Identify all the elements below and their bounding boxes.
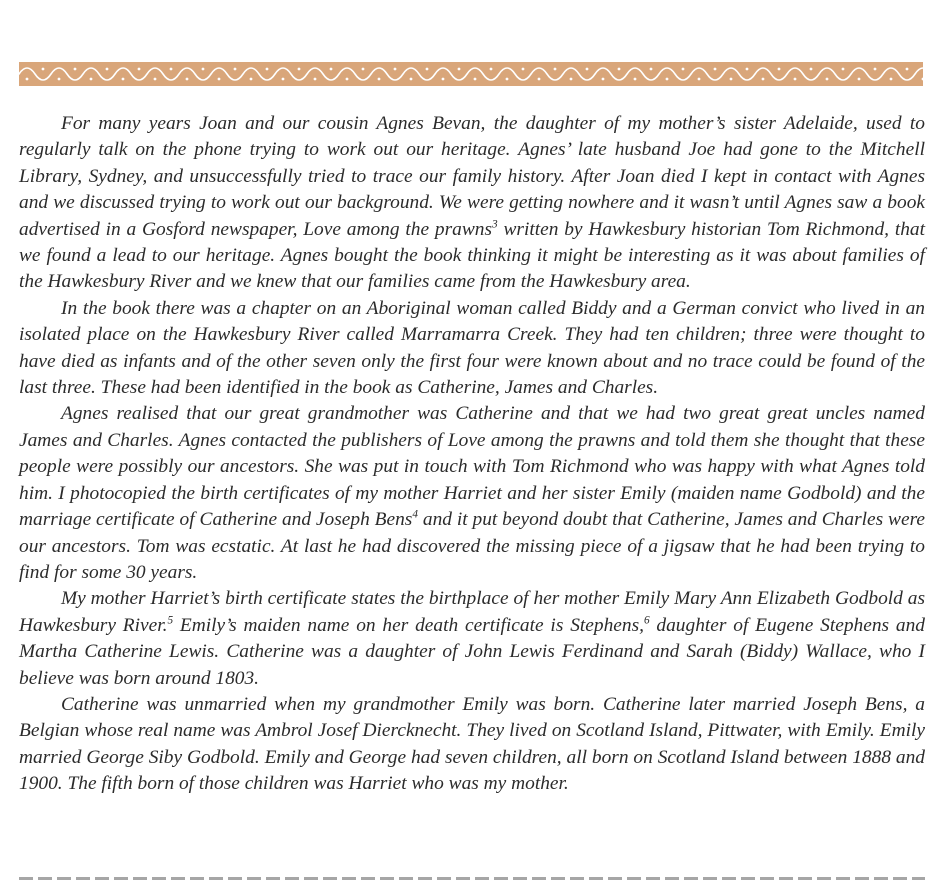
pattern-dot: [634, 78, 637, 81]
pattern-dot: [602, 78, 605, 81]
paragraph-3: Agnes realised that our great grandmother was Catherine and that we had two great great uncles named James and Charles. Agnes contacted the publishers of Love among the prawns and told them she thought that these people were possibly our ancestors. She was put in touch with Tom Richmond who was happy with what Agnes told him. I photocopied the birth certificates of my mother Harriet and her sister Emily (maiden name Godbold) and the marriage certificate of Catherine and Joseph Bens$^4$ and it put beyond doubt that Catherine, James and Charles were our ancestors. Tom was ecstatic. At last he had discovered the missing piece of a jigsaw that he had been trying to find for some 30 years.: [19, 403, 926, 583]
pattern-dot: [74, 68, 77, 71]
pattern-dot: [442, 78, 445, 81]
pattern-dot: [362, 68, 365, 71]
pattern-dot: [922, 78, 923, 81]
paragraph-5: Catherine was unmarried when my grandmother Emily was born. Catherine later married Joseph Bens, a Belgian whose real name was Ambrol Josef Diercknecht. They lived on Scotland Island, Pittwater, with Emily. Emily married George Siby Godbold. Emily and George had seven children, all born on Scotland Island between 1888 and 1900. The fifth born of those children was Harriet who was my mother.: [19, 693, 925, 795]
pattern-dot: [906, 68, 909, 71]
footnote-ref-6: 6: [643, 614, 650, 627]
pattern-dot: [842, 68, 845, 71]
pattern-dot: [458, 68, 461, 71]
pattern-dot: [314, 78, 317, 81]
pattern-dot: [746, 68, 749, 71]
footnote-ref-3: 3: [492, 218, 498, 231]
pattern-dot: [58, 78, 61, 81]
pattern-dot: [554, 68, 557, 71]
pattern-dot: [650, 68, 653, 71]
pattern-dot: [858, 78, 861, 81]
pattern-dot: [170, 68, 173, 71]
paragraph-2: In the book there was a chapter on an Aboriginal woman called Biddy and a German convict who lived in an isolated place on the Hawkesbury River called Marramarra Creek. They had ten children; three were thought to have died as infants and of the other seven only the first four were known about and no trace could be found of the last three. These had been identified in the book as Catherine, James and Charles.: [19, 297, 925, 399]
pattern-dot: [234, 68, 237, 71]
pattern-dot: [618, 68, 621, 71]
pattern-dot: [570, 78, 573, 81]
pattern-dot: [810, 68, 813, 71]
pattern-dot: [122, 78, 125, 81]
pattern-dot: [250, 78, 253, 81]
pattern-dot: [106, 68, 109, 71]
pattern-dot: [218, 78, 221, 81]
pattern-dot: [90, 78, 93, 81]
pattern-dot: [474, 78, 477, 81]
pattern-dot: [266, 68, 269, 71]
footnote-ref-4: 4: [412, 508, 418, 521]
pattern-dot: [890, 78, 893, 81]
paragraph-4: My mother Harriet’s birth certificate states the birthplace of her mother Emily Mary Ann Elizabeth Godbold as Hawkesbury River.$^5$ Emily’s maiden name on her death certificate is Stephens,$^6$ daughter of Eugene Stephens and Martha Catherine Lewis. Catherine was a daughter of John Lewis Ferdinand and Sarah (Biddy) Wallace, who I believe was born around 1803.: [19, 588, 925, 689]
pattern-dot: [426, 68, 429, 71]
pattern-dot: [138, 68, 141, 71]
pattern-dot: [26, 78, 29, 81]
pattern-dot: [682, 68, 685, 71]
pattern-dot: [730, 78, 733, 81]
body-text: [19, 111, 925, 798]
wave-pattern-icon: [19, 62, 923, 86]
decorative-header-band: [19, 62, 923, 86]
pattern-dot: [410, 78, 413, 81]
pattern-dot: [330, 68, 333, 71]
pattern-dot: [282, 78, 285, 81]
pattern-dot: [154, 78, 157, 81]
pattern-dot: [346, 78, 349, 81]
pattern-dot: [490, 68, 493, 71]
pattern-dot: [778, 68, 781, 71]
pattern-dot: [394, 68, 397, 71]
pattern-dot: [298, 68, 301, 71]
pattern-dot: [538, 78, 541, 81]
pattern-dot: [202, 68, 205, 71]
pattern-dot: [826, 78, 829, 81]
pattern-dot: [586, 68, 589, 71]
pattern-dot: [794, 78, 797, 81]
pattern-dot: [42, 68, 45, 71]
pattern-dot: [186, 78, 189, 81]
cut-off-next-line: [19, 874, 925, 883]
footnote-ref-5: 5: [167, 614, 174, 627]
pattern-dot: [522, 68, 525, 71]
pattern-dot: [762, 78, 765, 81]
pattern-dot: [666, 78, 669, 81]
pattern-dot: [874, 68, 877, 71]
paragraph-1: For many years Joan and our cousin Agnes Bevan, the daughter of my mother’s sister Adelaide, used to regularly talk on the phone trying to work out our heritage. Agnes’ late husband Joe had gone to the Mitchell Library, Sydney, and unsuccessfully tried to trace our family history. After Joan died I kept in contact with Agnes and we discussed trying to work out our background. We were getting nowhere and it wasn’t until Agnes saw a book advertised in a Gosford newspaper, Love among the prawns$^3$ written by Hawkesbury historian Tom Richmond, that we found a lead to our heritage. Agnes bought the book thinking it might be interesting as it was about families of the Hawkesbury River and we knew that our families came from the Hawkesbury area.: [19, 113, 925, 293]
pattern-dot: [378, 78, 381, 81]
pattern-dot: [506, 78, 509, 81]
pattern-dot: [698, 78, 701, 81]
pattern-dot: [714, 68, 717, 71]
